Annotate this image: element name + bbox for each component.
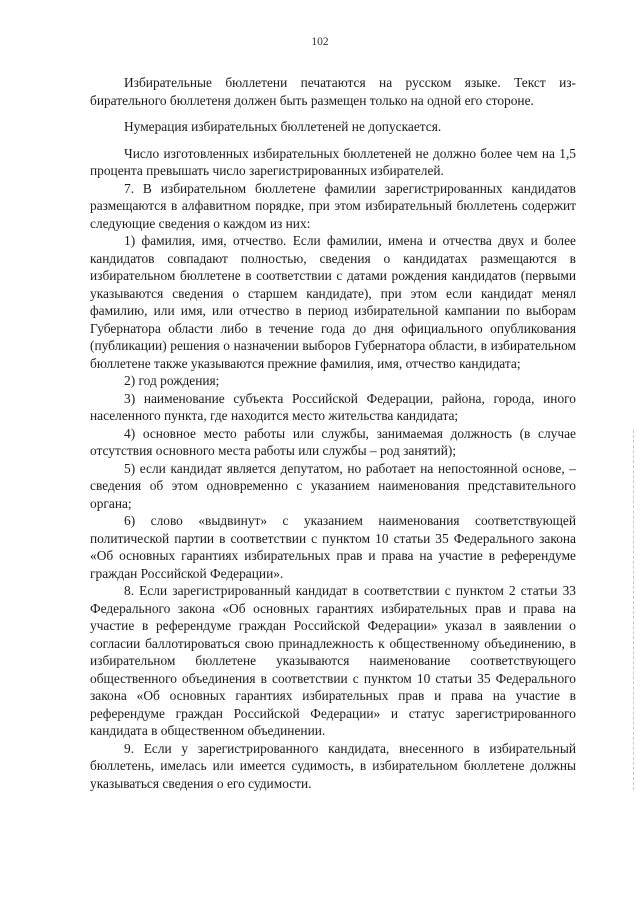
list-item-4-workplace: 4) основное место работы или службы, занимаемая должность (в случае отсутствия основного места работы или службы – род занятий);	[90, 425, 576, 458]
list-item-3-residence: 3) наименование субъекта Российской Федерации, района, города, иного населенного пункта, где находится место жительства кандидата;	[90, 390, 576, 423]
list-item-6-nominated: 6) слово «выдвинут» с указанием наименования соответствующей политической партии в соответствии с пунктом 10 статьи 35 Федерального закона «Об основных гарантиях избирательных прав и права на участие в референдуме граждан Российской Федерации».	[90, 513, 576, 581]
paragraph-section-8: 8. Если зарегистрированный кандидат в соответствии с пунктом 2 статьи 33 Федерального закона «Об основных гарантиях избирательных прав и права на участие в референдуме граждан Российской Федерации» указал в заявлении о согласии баллотироваться свою принадлежность к общественному объединению, в избирательном бюллетене указываются наименование соответствующего общественного объединения в соответствии с пунктом 10 статьи 35 Федерального закона «Об основных гарантиях избирательных прав и права на участие в референдуме граждан Российской Федерации» и статус зарегистрированного кандидата в общественном объединении.	[90, 583, 576, 738]
page-number: 102	[311, 36, 329, 48]
list-item-1-full-name: 1) фамилия, имя, отчество. Если фамилии, имена и отчества двух и более кандидатов совпадают полностью, сведения о кандидатах размещаются в избирательном бюллетене в соответствии с датами рождения кандидатов (первыми указываются сведения о старшем кандидате), при этом если кандидат менял фамилию, или имя, или отчество в период избирательной кампании по выборам Губернатора области либо в течение года до дня официального опубликования (публикации) решения о назначении выборов Губернатора области, в избирательном бюллетене также указываются прежние фамилия, имя, отчество кандидата;	[90, 233, 576, 371]
list-item-5-deputy: 5) если кандидат является депутатом, но работает на непостоянной основе, – сведения об этом одновременно с указанием наименования представительного органа;	[90, 460, 576, 511]
scan-edge-mark	[632, 430, 634, 790]
paragraph-ballot-count: Число изготовленных избирательных бюллетеней не должно более чем на 1,5 процента превышать число зарегистрированных избирателей.	[90, 145, 576, 178]
list-item-2-birth-year: 2) год рождения;	[124, 373, 220, 388]
paragraph-section-7: 7. В избирательном бюллетене фамилии зарегистрированных кандидатов размещаются в алфавитном порядке, при этом избирательный бюллетень содержит следующие сведения о каждом из них:	[90, 180, 576, 231]
paragraph-numbering: Нумерация избирательных бюллетеней не допускается.	[124, 119, 442, 134]
body-text	[90, 74, 576, 792]
paragraph-ballot-language: Избирательные бюллетени печатаются на русском языке. Текст избирательного бюллетеня должен быть размещен только на одной его стороне.	[90, 75, 576, 108]
paragraph-section-9: 9. Если у зарегистрированного кандидата, внесенного в избирательный бюллетень, имелась или имеется судимость, в избирательном бюллетене должны указываться сведения о его судимости.	[90, 740, 576, 791]
